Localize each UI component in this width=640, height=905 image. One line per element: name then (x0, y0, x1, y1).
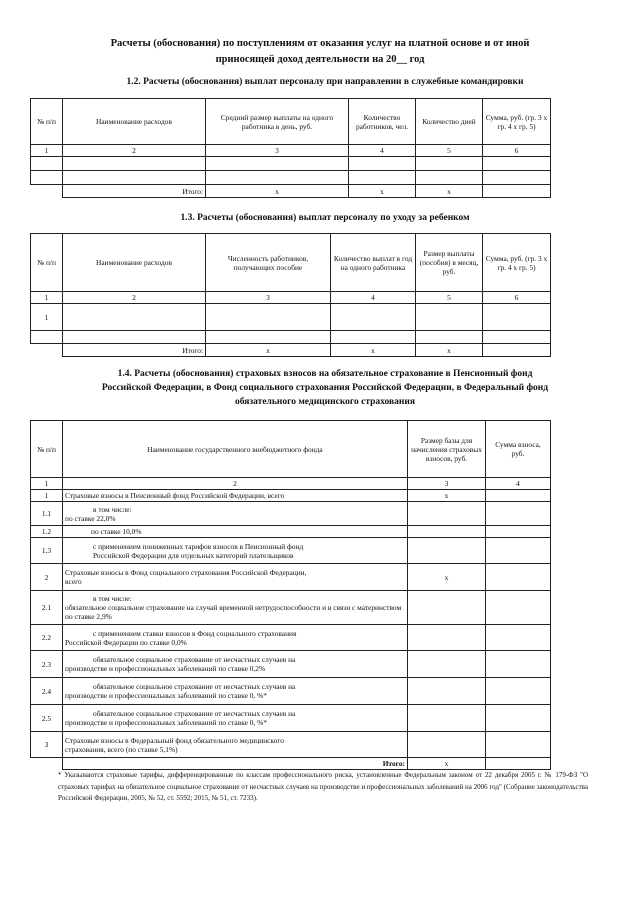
row-number: 1 (31, 490, 63, 502)
section-1-4-title-line3: обязательного медицинского страхования (234, 397, 416, 407)
table-cell[interactable] (483, 304, 551, 331)
column-number: 1 (31, 145, 63, 157)
table-cell[interactable] (483, 157, 551, 171)
fund-name-line: страхования, всего (по ставке 5,1%) (65, 744, 178, 754)
table-cell[interactable] (331, 331, 416, 344)
table-cell[interactable] (483, 171, 551, 185)
table-cell[interactable] (206, 171, 349, 185)
row-number: 2.1 (31, 591, 63, 625)
column-number: 6 (483, 145, 551, 157)
header-cell: Сумма, руб. (гр. 3 х гр. 4 х гр. 5) (483, 99, 551, 145)
sum-cell[interactable] (486, 705, 551, 732)
section-1-4-title-line1: 1.4. Расчеты (обоснования) страховых взносов на обязательное страхование в Пенсионный фонд (117, 369, 533, 379)
column-number: 4 (331, 292, 416, 304)
header-cell: Численность работников, получающих пособие (206, 234, 331, 292)
fund-name (63, 625, 408, 651)
column-number: 3 (206, 145, 349, 157)
fund-name (63, 705, 408, 732)
table-cell[interactable] (63, 157, 206, 171)
table-cell[interactable] (416, 331, 483, 344)
total-cell: x (416, 185, 483, 198)
column-number: 5 (416, 145, 483, 157)
total-cell[interactable] (483, 344, 551, 357)
fund-name-line: обязательное социальное страхование от несчастных случаев на (93, 682, 296, 691)
header-cell: Количество дней (416, 99, 483, 145)
fund-name: по ставке 10,0% (63, 526, 408, 538)
total-cell: x (349, 185, 416, 198)
table-cell[interactable] (206, 157, 349, 171)
table-cell[interactable] (349, 157, 416, 171)
column-number: 2 (63, 292, 206, 304)
total-cell: x (206, 344, 331, 357)
sum-cell[interactable] (486, 538, 551, 564)
header-cell: Сумма, руб. (гр. 3 х гр. 4 х гр. 5) (483, 234, 551, 292)
total-base: x (408, 758, 486, 770)
header-cell: № п/п (31, 99, 63, 145)
insurance-contributions-table (30, 420, 551, 770)
fund-name-line: обязательное социальное страхование от несчастных случаев на (93, 655, 296, 664)
base-cell[interactable] (408, 678, 486, 705)
fund-name-line: в том числе: (93, 504, 132, 514)
fund-name-line: Российской Федерации для отдельных категорий плательщиков (93, 550, 294, 560)
column-number: 5 (416, 292, 483, 304)
base-cell: x (408, 564, 486, 591)
fund-name-line: в том числе: (93, 594, 132, 603)
header-cell: Количество выплат в год на одного работника (331, 234, 416, 292)
header-cell: Наименование расходов (63, 234, 206, 292)
row-number: 2.5 (31, 705, 63, 732)
child-care-table (30, 233, 551, 357)
base-cell[interactable] (408, 526, 486, 538)
table-cell[interactable] (31, 157, 63, 171)
row-number: 2.2 (31, 625, 63, 651)
column-number: 6 (483, 292, 551, 304)
fund-name-line: всего (65, 577, 82, 586)
base-cell[interactable] (408, 705, 486, 732)
table-cell[interactable] (349, 171, 416, 185)
header-cell: Сумма взноса, руб. (486, 421, 551, 478)
fund-name (63, 564, 408, 591)
fund-name-line: производстве и профессиональных заболеваний по ставке 0,2% (65, 664, 266, 673)
header-cell: Наименование государственного внебюджетного фонда (63, 421, 408, 478)
table-cell[interactable] (206, 331, 331, 344)
fund-name-line: Российской Федерации по ставке 0,0% (65, 637, 187, 647)
table-cell[interactable] (206, 304, 331, 331)
base-cell[interactable] (408, 651, 486, 678)
base-cell[interactable] (408, 502, 486, 526)
row-number: 1.3 (31, 538, 63, 564)
fund-name (63, 651, 408, 678)
total-sum[interactable] (486, 758, 551, 770)
table-cell[interactable] (63, 331, 206, 344)
fund-name: Страховые взносы в Пенсионный фонд Российской Федерации, всего (63, 490, 408, 502)
total-cell: x (331, 344, 416, 357)
fund-name-line: с применением пониженных тарифов взносов в Пенсионный фонд (93, 541, 304, 551)
blank-cell (31, 758, 63, 770)
column-number: 3 (206, 292, 331, 304)
fund-name (63, 538, 408, 564)
table-cell[interactable] (63, 171, 206, 185)
table-cell[interactable] (331, 304, 416, 331)
sum-cell[interactable] (486, 678, 551, 705)
table-cell[interactable] (483, 331, 551, 344)
row-number: 3 (31, 732, 63, 758)
section-1-2-title: 1.2. Расчеты (обоснования) выплат персоналу при направлении в служебные командировки (126, 77, 524, 87)
fund-name-line: Страховые взносы в Фонд социального страхования Российской Федерации, (65, 568, 307, 577)
sum-cell[interactable] (486, 591, 551, 625)
row-number: 1.2 (31, 526, 63, 538)
header-cell: № п/п (31, 421, 63, 478)
blank-cell (31, 344, 63, 357)
sum-cell[interactable] (486, 651, 551, 678)
total-label: Итого: (63, 758, 408, 770)
fund-name-line: Страховые взносы в Федеральный фонд обязательного медицинского (65, 735, 284, 745)
sum-cell[interactable] (486, 564, 551, 591)
table-cell[interactable] (31, 331, 63, 344)
sum-cell[interactable] (486, 732, 551, 758)
table-cell[interactable] (416, 157, 483, 171)
blank-cell (31, 185, 63, 198)
row-number: 2.4 (31, 678, 63, 705)
fund-name-line: по ставке 22,0% (65, 513, 116, 523)
total-label: Итого: (63, 185, 206, 198)
total-label: Итого: (63, 344, 206, 357)
total-cell: x (416, 344, 483, 357)
fund-name (63, 678, 408, 705)
header-cell: Размер базы для начисления страховых взносов, руб. (408, 421, 486, 478)
header-cell: Размер выплаты (пособия) в месяц, руб. (416, 234, 483, 292)
base-cell[interactable] (408, 732, 486, 758)
column-number: 1 (31, 292, 63, 304)
base-cell[interactable] (408, 538, 486, 564)
base-cell: x (408, 490, 486, 502)
row-number: 1 (31, 304, 63, 331)
header-cell: № п/п (31, 234, 63, 292)
fund-name (63, 591, 408, 625)
section-1-4-title-line2: Российской Федерации, в Фонд социального страхования Российской Федерации, в Федеральный фонд (101, 383, 549, 393)
total-cell: x (206, 185, 349, 198)
section-1-3-title: 1.3. Расчеты (обоснования) выплат персоналу по уходу за ребенком (180, 213, 470, 223)
column-number: 4 (349, 145, 416, 157)
sum-cell[interactable] (486, 526, 551, 538)
sum-cell[interactable] (486, 625, 551, 651)
table-cell[interactable] (63, 304, 206, 331)
total-cell[interactable] (483, 185, 551, 198)
column-number: 2 (63, 478, 408, 490)
fund-name (63, 502, 408, 526)
fund-name-line: обязательное социальное страхование от несчастных случаев на (93, 709, 296, 718)
business-trip-table (30, 98, 551, 198)
column-number: 2 (63, 145, 206, 157)
row-number: 1.1 (31, 502, 63, 526)
table-cell[interactable] (31, 171, 63, 185)
base-cell[interactable] (408, 591, 486, 625)
table-cell[interactable] (416, 171, 483, 185)
fund-name-line: производстве и профессиональных заболеваний по ставке 0, %* (65, 691, 267, 700)
header-cell: Средний размер выплаты на одного работника в день, руб. (206, 99, 349, 145)
sum-cell[interactable] (486, 502, 551, 526)
column-number: 1 (31, 478, 63, 490)
base-cell[interactable] (408, 625, 486, 651)
row-number: 2 (31, 564, 63, 591)
fund-name (63, 732, 408, 758)
header-cell: Количество работников, чел. (349, 99, 416, 145)
document-title-line2: приносящей доход деятельности на 20__ год (215, 54, 425, 65)
column-number: 3 (408, 478, 486, 490)
row-number: 2.3 (31, 651, 63, 678)
header-cell: Наименование расходов (63, 99, 206, 145)
fund-name-line: производстве и профессиональных заболеваний по ставке 0, %* (65, 718, 267, 727)
column-number: 4 (486, 478, 551, 490)
sum-cell[interactable] (486, 490, 551, 502)
table-cell[interactable] (416, 304, 483, 331)
fund-name-line: с применением ставки взносов в Фонд социального страхования (93, 628, 297, 638)
document-title-line1: Расчеты (обоснования) по поступлениям от оказания услуг на платной основе и от иной (110, 38, 530, 49)
fund-name-line: обязательное социальное страхование на случай временной нетрудоспособности и в связи с материнством по ставке 2,9% (65, 603, 402, 621)
footnote: * Указываются страховые тарифы, дифференцированные по классам профессионального риска, установленные Федеральным законом от 22 декабря 2005 г. № 179-ФЗ "О страховых тарифах на обязательное социальное страхование от несчастных случаев на производстве и профессиональных заболеваний на 2006 год" (Собрание законодательства Российской Федерации, 2005, № 52, ст. 5592; 2015, № 51, ст. 7233). (58, 771, 588, 802)
